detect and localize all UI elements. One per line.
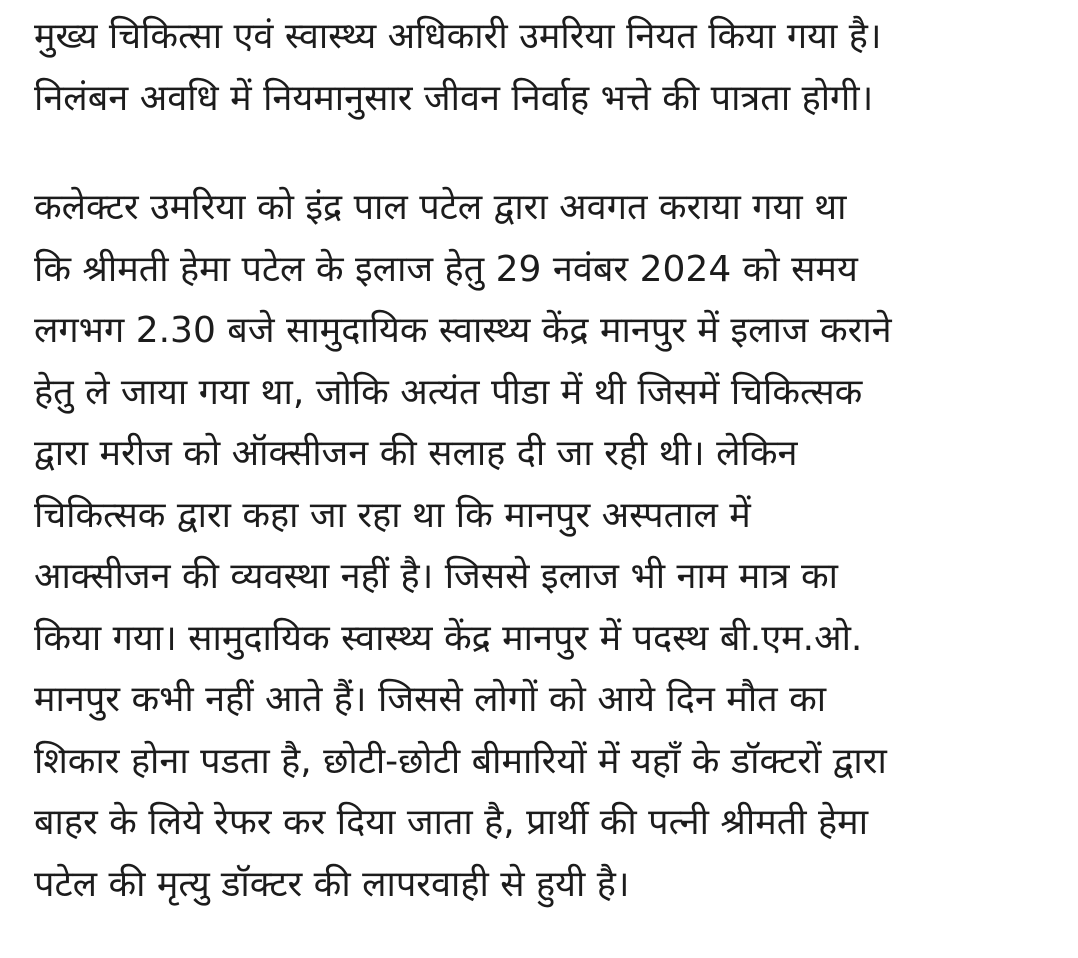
text-line: बाहर के लिये रेफर कर दिया जाता है, प्रार्थी की पत्नी श्रीमती हेमा (34, 802, 869, 843)
text-line: मुख्य चिकित्सा एवं स्वास्थ्य अधिकारी उमरिया नियत किया गया है। (34, 16, 882, 57)
text-line: किया गया। सामुदायिक स्वास्थ्य केंद्र मानपुर में पदस्थ बी.एम.ओ. (34, 617, 863, 659)
text-line: निलंबन अवधि में नियमानुसार जीवन निर्वाह भत्ते की पात्रता होगी। (34, 77, 874, 119)
paragraph-complaint (34, 177, 1064, 915)
text-line: चिकित्सक द्वारा कहा जा रहा था कि मानपुर अस्पताल में (34, 494, 751, 536)
text-line: द्वारा मरीज को ऑक्सीजन की सलाह दी जा रही थी। लेकिन (34, 433, 798, 474)
text-line: लगभग 2.30 बजे सामुदायिक स्वास्थ्य केंद्र मानपुर में इलाज कराने (34, 310, 892, 351)
text-line: शिकार होना पडता है, छोटी-छोटी बीमारियों में यहाँ के डॉक्टरों द्वारा (34, 740, 887, 782)
text-line: हेतु ले जाया गया था, जोकि अत्यंत पीडा में थी जिसमें चिकित्सक (34, 371, 863, 413)
text-line: मानपुर कभी नहीं आते हैं। जिससे लोगों को आये दिन मौत का (34, 679, 827, 720)
paragraph-suspension-order (34, 6, 1064, 129)
text-line: पटेल की मृत्यु डॉक्टर की लापरवाही से हुयी है। (34, 863, 630, 905)
text-line: कलेक्टर उमरिया को इंद्र पाल पटेल द्वारा अवगत कराया गया था (34, 187, 847, 228)
text-line: कि श्रीमती हेमा पटेल के इलाज हेतु 29 नवंबर 2024 को समय (34, 248, 858, 290)
document-body (34, 6, 1064, 915)
paragraph-gap (34, 129, 1064, 177)
text-line: आक्सीजन की व्यवस्था नहीं है। जिससे इलाज भी नाम मात्र का (34, 556, 838, 597)
